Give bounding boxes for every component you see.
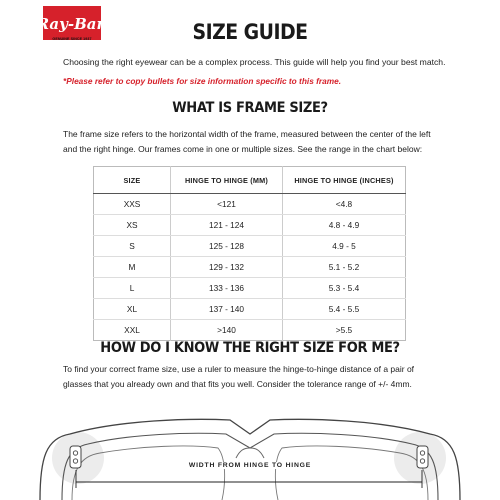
mm-cell: 129 - 132 [171, 257, 283, 278]
right-size-heading: HOW DO I KNOW THE RIGHT SIZE FOR ME? [100, 340, 400, 356]
measure-label: WIDTH FROM HINGE TO HINGE [150, 462, 350, 469]
size-cell: XL [94, 299, 171, 320]
inches-cell: <4.8 [283, 194, 406, 215]
mm-cell: <121 [171, 194, 283, 215]
right-size-description: To find your correct frame size, use a ruler to measure the hinge-to-hinge distance of a pair of glasses that you already own and that fits you well. Consider the tolerance range of +/- 4mm. [63, 364, 415, 389]
inches-cell: 5.4 - 5.5 [283, 299, 406, 320]
mm-cell: >140 [171, 320, 283, 341]
size-cell: XXS [94, 194, 171, 215]
inches-cell: 4.9 - 5 [283, 236, 406, 257]
page-title: SIZE GUIDE [192, 20, 308, 44]
table-row [94, 194, 406, 215]
intro-text: Choosing the right eyewear can be a complex process. This guide will help you find your best match. [63, 57, 446, 67]
col-mm-header: HINGE TO HINGE (MM) [171, 167, 283, 194]
size-cell: XXL [94, 320, 171, 341]
glasses-frame-diagram [0, 398, 500, 500]
size-table-header [94, 167, 406, 194]
mm-cell: 133 - 136 [171, 278, 283, 299]
size-cell: L [94, 278, 171, 299]
brand-tagline: GENUINE SINCE 1937 [52, 37, 92, 41]
inches-cell: 5.1 - 5.2 [283, 257, 406, 278]
table-row [94, 257, 406, 278]
frame-size-heading: WHAT IS FRAME SIZE? [172, 100, 328, 116]
size-table [93, 166, 406, 341]
size-cell: M [94, 257, 171, 278]
col-size-header: SIZE [94, 167, 171, 194]
mm-cell: 125 - 128 [171, 236, 283, 257]
right-hinge-icon [417, 446, 428, 468]
frame-size-description: The frame size refers to the horizontal width of the frame, measured between the center of the left and the right hinge. Our frames come in one or multiple sizes. See the range in the chart below: [63, 129, 431, 154]
table-row [94, 278, 406, 299]
inches-cell: 5.3 - 5.4 [283, 278, 406, 299]
size-cell: S [94, 236, 171, 257]
table-row [94, 215, 406, 236]
logo-text: Ray-Ban [36, 15, 108, 33]
table-row [94, 320, 406, 341]
size-cell: XS [94, 215, 171, 236]
copy-bullets-note: *Please refer to copy bullets for size information specific to this frame. [63, 76, 342, 86]
left-hinge-icon [70, 446, 81, 468]
inches-cell: >5.5 [335, 325, 353, 335]
bridge-outline [236, 448, 264, 458]
col-inches-header: HINGE TO HINGE (INCHES) [283, 167, 406, 194]
mm-cell: 137 - 140 [171, 299, 283, 320]
table-row [94, 299, 406, 320]
inches-cell: 4.8 - 4.9 [283, 215, 406, 236]
table-row [94, 236, 406, 257]
mm-cell: 121 - 124 [171, 215, 283, 236]
